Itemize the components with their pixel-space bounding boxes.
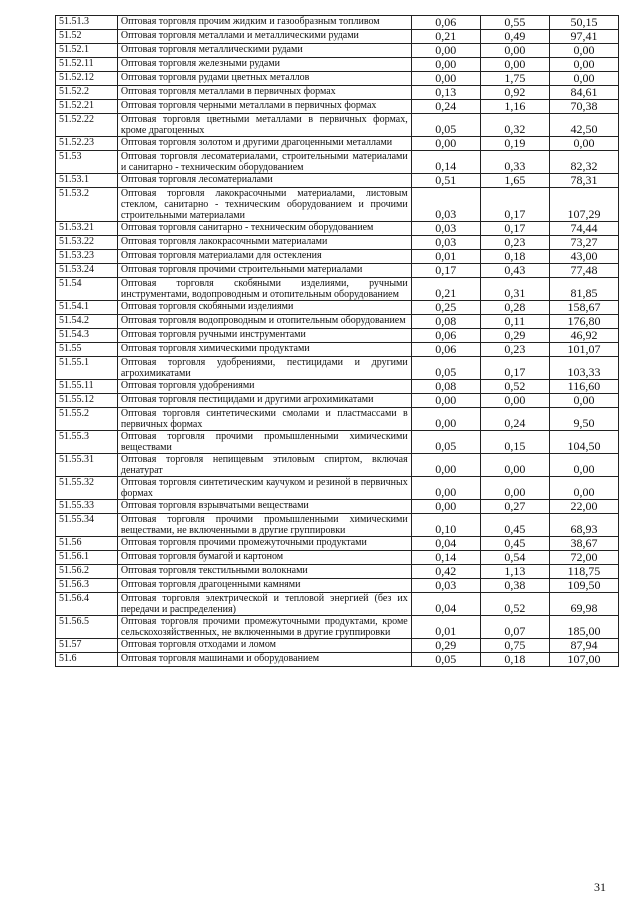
row-value-3: 84,61 — [549, 86, 618, 100]
row-name: Оптовая торговля прочими промышленными химическими веществами, не включенными в другие группировки — [117, 514, 411, 537]
row-value-2: 0,17 — [480, 188, 549, 222]
row-code: 51.52.23 — [56, 137, 118, 151]
row-code: 51.53.23 — [56, 250, 118, 264]
row-value-2: 0,00 — [480, 454, 549, 477]
table-row — [56, 537, 619, 551]
row-name: Оптовая торговля машинами и оборудованием — [117, 653, 411, 667]
table-row — [56, 579, 619, 593]
row-value-1: 0,00 — [411, 477, 480, 500]
row-value-1: 0,00 — [411, 137, 480, 151]
row-value-1: 0,05 — [411, 431, 480, 454]
row-name: Оптовая торговля цветными металлами в первичных формах, кроме драгоценных — [117, 114, 411, 137]
table-row — [56, 394, 619, 408]
table-row — [56, 315, 619, 329]
row-value-1: 0,06 — [411, 343, 480, 357]
row-code: 51.57 — [56, 639, 118, 653]
table-row — [56, 278, 619, 301]
row-name: Оптовая торговля удобрениями, пестицидами и другими агрохимикатами — [117, 357, 411, 380]
row-code: 51.56.1 — [56, 551, 118, 565]
row-value-3: 176,80 — [549, 315, 618, 329]
row-name: Оптовая торговля прочими строительными материалами — [117, 264, 411, 278]
row-value-2: 0,31 — [480, 278, 549, 301]
row-value-3: 107,29 — [549, 188, 618, 222]
table-row — [56, 16, 619, 30]
table-row — [56, 565, 619, 579]
row-value-2: 0,32 — [480, 114, 549, 137]
row-value-1: 0,08 — [411, 380, 480, 394]
row-value-1: 0,25 — [411, 301, 480, 315]
row-value-2: 0,24 — [480, 408, 549, 431]
row-value-1: 0,05 — [411, 653, 480, 667]
row-code: 51.52.22 — [56, 114, 118, 137]
row-value-1: 0,00 — [411, 44, 480, 58]
row-value-3: 0,00 — [549, 454, 618, 477]
row-value-2: 0,17 — [480, 357, 549, 380]
row-value-1: 0,05 — [411, 357, 480, 380]
row-name: Оптовая торговля пестицидами и другими агрохимикатами — [117, 394, 411, 408]
table-row — [56, 653, 619, 667]
row-value-3: 82,32 — [549, 151, 618, 174]
row-value-2: 0,00 — [480, 58, 549, 72]
row-value-3: 185,00 — [549, 616, 618, 639]
row-value-1: 0,51 — [411, 174, 480, 188]
row-name: Оптовая торговля синтетическим каучуком и резиной в первичных формах — [117, 477, 411, 500]
row-value-2: 0,75 — [480, 639, 549, 653]
table-row — [56, 250, 619, 264]
table-row — [56, 137, 619, 151]
row-name: Оптовая торговля драгоценными камнями — [117, 579, 411, 593]
row-value-1: 0,03 — [411, 579, 480, 593]
row-value-1: 0,00 — [411, 408, 480, 431]
row-value-3: 22,00 — [549, 500, 618, 514]
row-name: Оптовая торговля лакокрасочными материалами — [117, 236, 411, 250]
row-value-3: 101,07 — [549, 343, 618, 357]
row-code: 51.55 — [56, 343, 118, 357]
row-code: 51.55.32 — [56, 477, 118, 500]
row-name: Оптовая торговля синтетическими смолами и пластмассами в первичных формах — [117, 408, 411, 431]
row-name: Оптовая торговля непищевым этиловым спиртом, включая денатурат — [117, 454, 411, 477]
row-code: 51.54.3 — [56, 329, 118, 343]
row-value-1: 0,42 — [411, 565, 480, 579]
row-value-3: 38,67 — [549, 537, 618, 551]
row-value-3: 97,41 — [549, 30, 618, 44]
row-value-2: 1,75 — [480, 72, 549, 86]
table-row — [56, 100, 619, 114]
row-value-3: 77,48 — [549, 264, 618, 278]
row-value-2: 0,23 — [480, 236, 549, 250]
row-name: Оптовая торговля железными рудами — [117, 58, 411, 72]
row-value-1: 0,29 — [411, 639, 480, 653]
row-value-3: 73,27 — [549, 236, 618, 250]
row-code: 51.56.3 — [56, 579, 118, 593]
row-name: Оптовая торговля прочими промышленными химическими веществами — [117, 431, 411, 454]
row-value-1: 0,03 — [411, 222, 480, 236]
table-row — [56, 380, 619, 394]
row-code: 51.52.1 — [56, 44, 118, 58]
row-value-2: 0,28 — [480, 301, 549, 315]
row-name: Оптовая торговля бумагой и картоном — [117, 551, 411, 565]
row-value-3: 46,92 — [549, 329, 618, 343]
row-value-2: 1,13 — [480, 565, 549, 579]
row-value-1: 0,14 — [411, 151, 480, 174]
table-row — [56, 329, 619, 343]
row-value-3: 0,00 — [549, 44, 618, 58]
table-row — [56, 639, 619, 653]
table-row — [56, 86, 619, 100]
row-name: Оптовая торговля электрической и тепловой энергией (без их передачи и распределения) — [117, 593, 411, 616]
row-value-3: 0,00 — [549, 137, 618, 151]
row-code: 51.53.1 — [56, 174, 118, 188]
row-code: 51.55.33 — [56, 500, 118, 514]
row-value-1: 0,24 — [411, 100, 480, 114]
row-value-1: 0,00 — [411, 500, 480, 514]
row-value-1: 0,04 — [411, 593, 480, 616]
row-value-3: 50,15 — [549, 16, 618, 30]
row-value-2: 0,00 — [480, 477, 549, 500]
row-value-2: 0,45 — [480, 537, 549, 551]
row-value-2: 0,33 — [480, 151, 549, 174]
table-row — [56, 301, 619, 315]
row-code: 51.55.11 — [56, 380, 118, 394]
row-value-2: 0,19 — [480, 137, 549, 151]
row-code: 51.52.12 — [56, 72, 118, 86]
row-value-3: 78,31 — [549, 174, 618, 188]
row-value-3: 81,85 — [549, 278, 618, 301]
row-name: Оптовая торговля материалами для остекления — [117, 250, 411, 264]
row-value-1: 0,05 — [411, 114, 480, 137]
table-body — [56, 16, 619, 667]
row-name: Оптовая торговля золотом и другими драгоценными металлами — [117, 137, 411, 151]
row-code: 51.56.4 — [56, 593, 118, 616]
row-name: Оптовая торговля черными металлами в первичных формах — [117, 100, 411, 114]
row-value-1: 0,03 — [411, 236, 480, 250]
row-value-2: 0,18 — [480, 653, 549, 667]
row-value-3: 104,50 — [549, 431, 618, 454]
row-value-3: 0,00 — [549, 58, 618, 72]
row-value-2: 0,18 — [480, 250, 549, 264]
row-value-3: 69,98 — [549, 593, 618, 616]
row-name: Оптовая торговля прочими промежуточными продуктами, кроме сельскохозяйственных, не включенными в другие группировки — [117, 616, 411, 639]
row-name: Оптовая торговля прочими промежуточными продуктами — [117, 537, 411, 551]
row-code: 51.54.1 — [56, 301, 118, 315]
row-name: Оптовая торговля водопроводным и отопительным оборудованием — [117, 315, 411, 329]
row-value-1: 0,21 — [411, 278, 480, 301]
row-name: Оптовая торговля удобрениями — [117, 380, 411, 394]
row-value-3: 0,00 — [549, 477, 618, 500]
row-value-2: 0,43 — [480, 264, 549, 278]
row-value-3: 42,50 — [549, 114, 618, 137]
row-value-3: 0,00 — [549, 394, 618, 408]
row-name: Оптовая торговля лесоматериалами, строительными материалами и санитарно - техническим оборудованием — [117, 151, 411, 174]
table-row — [56, 72, 619, 86]
table-row — [56, 454, 619, 477]
row-code: 51.52 — [56, 30, 118, 44]
row-value-1: 0,06 — [411, 16, 480, 30]
row-code: 51.56 — [56, 537, 118, 551]
row-name: Оптовая торговля скобяными изделиями — [117, 301, 411, 315]
row-value-2: 0,92 — [480, 86, 549, 100]
row-value-2: 1,16 — [480, 100, 549, 114]
row-code: 51.53.24 — [56, 264, 118, 278]
classification-table — [55, 15, 619, 667]
row-code: 51.55.34 — [56, 514, 118, 537]
page-number: 31 — [594, 880, 606, 894]
table-row — [56, 188, 619, 222]
table-row — [56, 236, 619, 250]
table-row — [56, 500, 619, 514]
row-name: Оптовая торговля скобяными изделиями, ручными инструментами, водопроводным и отопительным оборудованием — [117, 278, 411, 301]
row-value-3: 70,38 — [549, 100, 618, 114]
row-value-3: 87,94 — [549, 639, 618, 653]
row-value-2: 0,11 — [480, 315, 549, 329]
row-code: 51.53.2 — [56, 188, 118, 222]
row-code: 51.52.2 — [56, 86, 118, 100]
row-value-2: 0,17 — [480, 222, 549, 236]
table-row — [56, 551, 619, 565]
row-code: 51.54.2 — [56, 315, 118, 329]
table-row — [56, 593, 619, 616]
row-value-3: 109,50 — [549, 579, 618, 593]
row-name: Оптовая торговля рудами цветных металлов — [117, 72, 411, 86]
row-name: Оптовая торговля металлическими рудами — [117, 44, 411, 58]
row-name: Оптовая торговля лесоматериалами — [117, 174, 411, 188]
table-row — [56, 44, 619, 58]
row-value-3: 103,33 — [549, 357, 618, 380]
row-value-2: 0,15 — [480, 431, 549, 454]
table-row — [56, 174, 619, 188]
row-value-2: 0,45 — [480, 514, 549, 537]
row-value-3: 107,00 — [549, 653, 618, 667]
row-value-3: 0,00 — [549, 72, 618, 86]
row-code: 51.53.22 — [56, 236, 118, 250]
row-value-3: 116,60 — [549, 380, 618, 394]
row-value-3: 68,93 — [549, 514, 618, 537]
row-value-3: 158,67 — [549, 301, 618, 315]
table-row — [56, 343, 619, 357]
row-value-3: 72,00 — [549, 551, 618, 565]
row-code: 51.54 — [56, 278, 118, 301]
row-value-2: 0,54 — [480, 551, 549, 565]
row-code: 51.6 — [56, 653, 118, 667]
row-value-1: 0,00 — [411, 394, 480, 408]
row-value-2: 0,27 — [480, 500, 549, 514]
row-value-3: 74,44 — [549, 222, 618, 236]
table-row — [56, 30, 619, 44]
row-code: 51.56.5 — [56, 616, 118, 639]
table-row — [56, 222, 619, 236]
row-value-1: 0,13 — [411, 86, 480, 100]
table-row — [56, 514, 619, 537]
row-value-1: 0,01 — [411, 250, 480, 264]
table-row — [56, 477, 619, 500]
row-value-1: 0,06 — [411, 329, 480, 343]
row-code: 51.53 — [56, 151, 118, 174]
row-value-1: 0,00 — [411, 454, 480, 477]
row-value-2: 0,52 — [480, 380, 549, 394]
row-value-1: 0,10 — [411, 514, 480, 537]
row-value-2: 0,00 — [480, 394, 549, 408]
table-row — [56, 264, 619, 278]
row-value-2: 0,52 — [480, 593, 549, 616]
row-code: 51.55.1 — [56, 357, 118, 380]
row-name: Оптовая торговля прочим жидким и газообразным топливом — [117, 16, 411, 30]
row-value-2: 0,38 — [480, 579, 549, 593]
row-value-1: 0,00 — [411, 72, 480, 86]
row-value-3: 9,50 — [549, 408, 618, 431]
row-code: 51.53.21 — [56, 222, 118, 236]
row-value-3: 118,75 — [549, 565, 618, 579]
table-row — [56, 616, 619, 639]
row-value-1: 0,17 — [411, 264, 480, 278]
row-code: 51.55.12 — [56, 394, 118, 408]
row-name: Оптовая торговля химическими продуктами — [117, 343, 411, 357]
table-row — [56, 114, 619, 137]
row-value-2: 0,07 — [480, 616, 549, 639]
row-value-1: 0,08 — [411, 315, 480, 329]
row-value-3: 43,00 — [549, 250, 618, 264]
row-name: Оптовая торговля текстильными волокнами — [117, 565, 411, 579]
row-value-2: 0,49 — [480, 30, 549, 44]
row-code: 51.55.2 — [56, 408, 118, 431]
row-code: 51.51.3 — [56, 16, 118, 30]
row-value-2: 0,55 — [480, 16, 549, 30]
row-value-1: 0,21 — [411, 30, 480, 44]
row-value-2: 0,00 — [480, 44, 549, 58]
row-value-1: 0,01 — [411, 616, 480, 639]
row-code: 51.52.11 — [56, 58, 118, 72]
row-code: 51.52.21 — [56, 100, 118, 114]
row-value-1: 0,14 — [411, 551, 480, 565]
row-name: Оптовая торговля взрывчатыми веществами — [117, 500, 411, 514]
row-value-1: 0,03 — [411, 188, 480, 222]
table-row — [56, 58, 619, 72]
row-value-2: 0,29 — [480, 329, 549, 343]
row-value-2: 1,65 — [480, 174, 549, 188]
row-value-1: 0,04 — [411, 537, 480, 551]
row-name: Оптовая торговля отходами и ломом — [117, 639, 411, 653]
row-code: 51.55.31 — [56, 454, 118, 477]
row-name: Оптовая торговля ручными инструментами — [117, 329, 411, 343]
table-row — [56, 408, 619, 431]
table-row — [56, 431, 619, 454]
table-row — [56, 357, 619, 380]
row-code: 51.55.3 — [56, 431, 118, 454]
row-name: Оптовая торговля металлами в первичных формах — [117, 86, 411, 100]
row-name: Оптовая торговля металлами и металлическими рудами — [117, 30, 411, 44]
row-value-1: 0,00 — [411, 58, 480, 72]
row-code: 51.56.2 — [56, 565, 118, 579]
row-name: Оптовая торговля санитарно - техническим оборудованием — [117, 222, 411, 236]
table-row — [56, 151, 619, 174]
row-name: Оптовая торговля лакокрасочными материалами, листовым стеклом, санитарно - техническим оборудованием и прочими строительными материалами — [117, 188, 411, 222]
row-value-2: 0,23 — [480, 343, 549, 357]
